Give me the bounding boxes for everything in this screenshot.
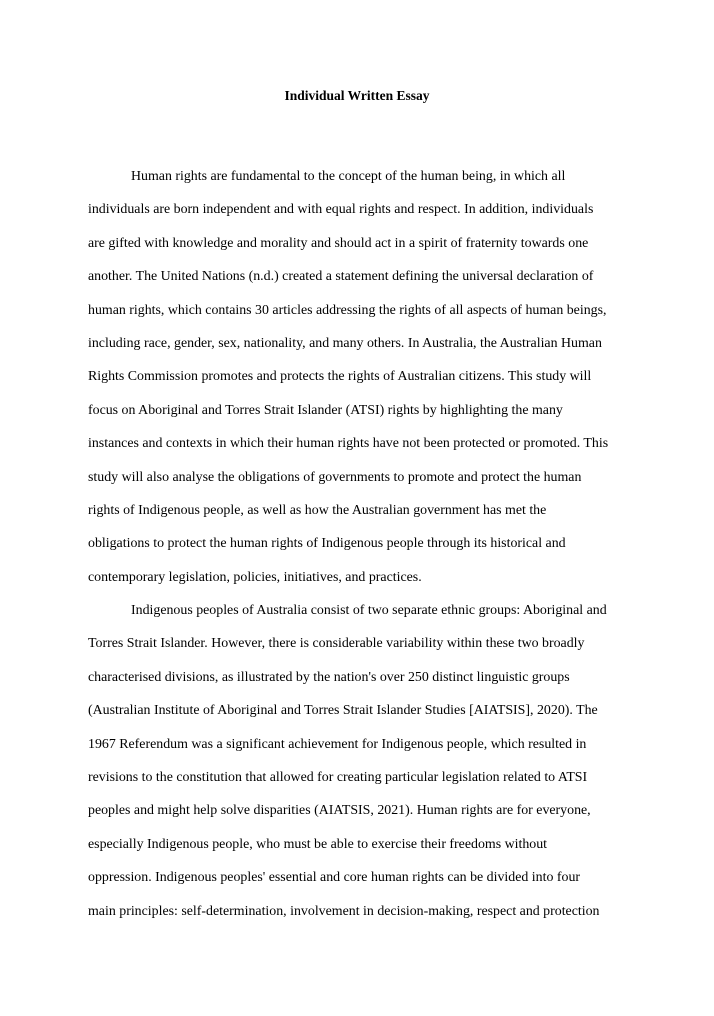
text-line: contemporary legislation, policies, initiatives, and practices. <box>88 569 422 585</box>
text-line: rights of Indigenous people, as well as how the Australian government has met the <box>88 502 547 518</box>
text-line: individuals are born independent and with equal rights and respect. In addition, individuals <box>88 202 594 218</box>
text-line: main principles: self-determination, involvement in decision-making, respect and protection <box>88 903 600 919</box>
text-line: Torres Strait Islander. However, there is considerable variability within these two broadly <box>88 636 585 652</box>
text-line: study will also analyse the obligations of governments to promote and protect the human <box>88 469 582 485</box>
text-line: oppression. Indigenous peoples' essential and core human rights can be divided into four <box>88 870 581 886</box>
text-line: peoples and might help solve disparities (AIATSIS, 2021). Human rights are for everyone, <box>88 803 591 819</box>
text-line: characterised divisions, as illustrated by the nation's over 250 distinct linguistic groups <box>88 669 570 685</box>
text-line: revisions to the constitution that allowed for creating particular legislation related to ATSI <box>88 770 588 786</box>
text-line: especially Indigenous people, who must be able to exercise their freedoms without <box>88 836 548 852</box>
text-line: (Australian Institute of Aboriginal and Torres Strait Islander Studies [AIATSIS], 2020). The <box>88 703 598 719</box>
text-line: another. The United Nations (n.d.) created a statement defining the universal declaration of <box>88 269 594 285</box>
text-line: human rights, which contains 30 articles addressing the rights of all aspects of human beings, <box>88 302 607 318</box>
text-line: Rights Commission promotes and protects the rights of Australian citizens. This study will <box>88 369 592 385</box>
essay-body <box>88 160 636 928</box>
text-line: instances and contexts in which their human rights have not been protected or promoted. This <box>88 436 609 452</box>
paragraph-first-line: Human rights are fundamental to the concept of the human being, in which all <box>131 169 566 184</box>
text-line: obligations to protect the human rights of Indigenous people through its historical and <box>88 536 566 552</box>
text-line: 1967 Referendum was a significant achievement for Indigenous people, which resulted in <box>88 736 587 752</box>
text-line: focus on Aboriginal and Torres Strait Islander (ATSI) rights by highlighting the many <box>88 402 563 418</box>
essay-title: Individual Written Essay <box>284 88 430 103</box>
text-line: are gifted with knowledge and morality and should act in a spirit of fraternity towards one <box>88 235 589 251</box>
paragraph-first-line: Indigenous peoples of Australia consist of two separate ethnic groups: Aboriginal and <box>131 603 607 619</box>
text-line: including race, gender, sex, nationality, and many others. In Australia, the Australian Human <box>88 335 602 351</box>
